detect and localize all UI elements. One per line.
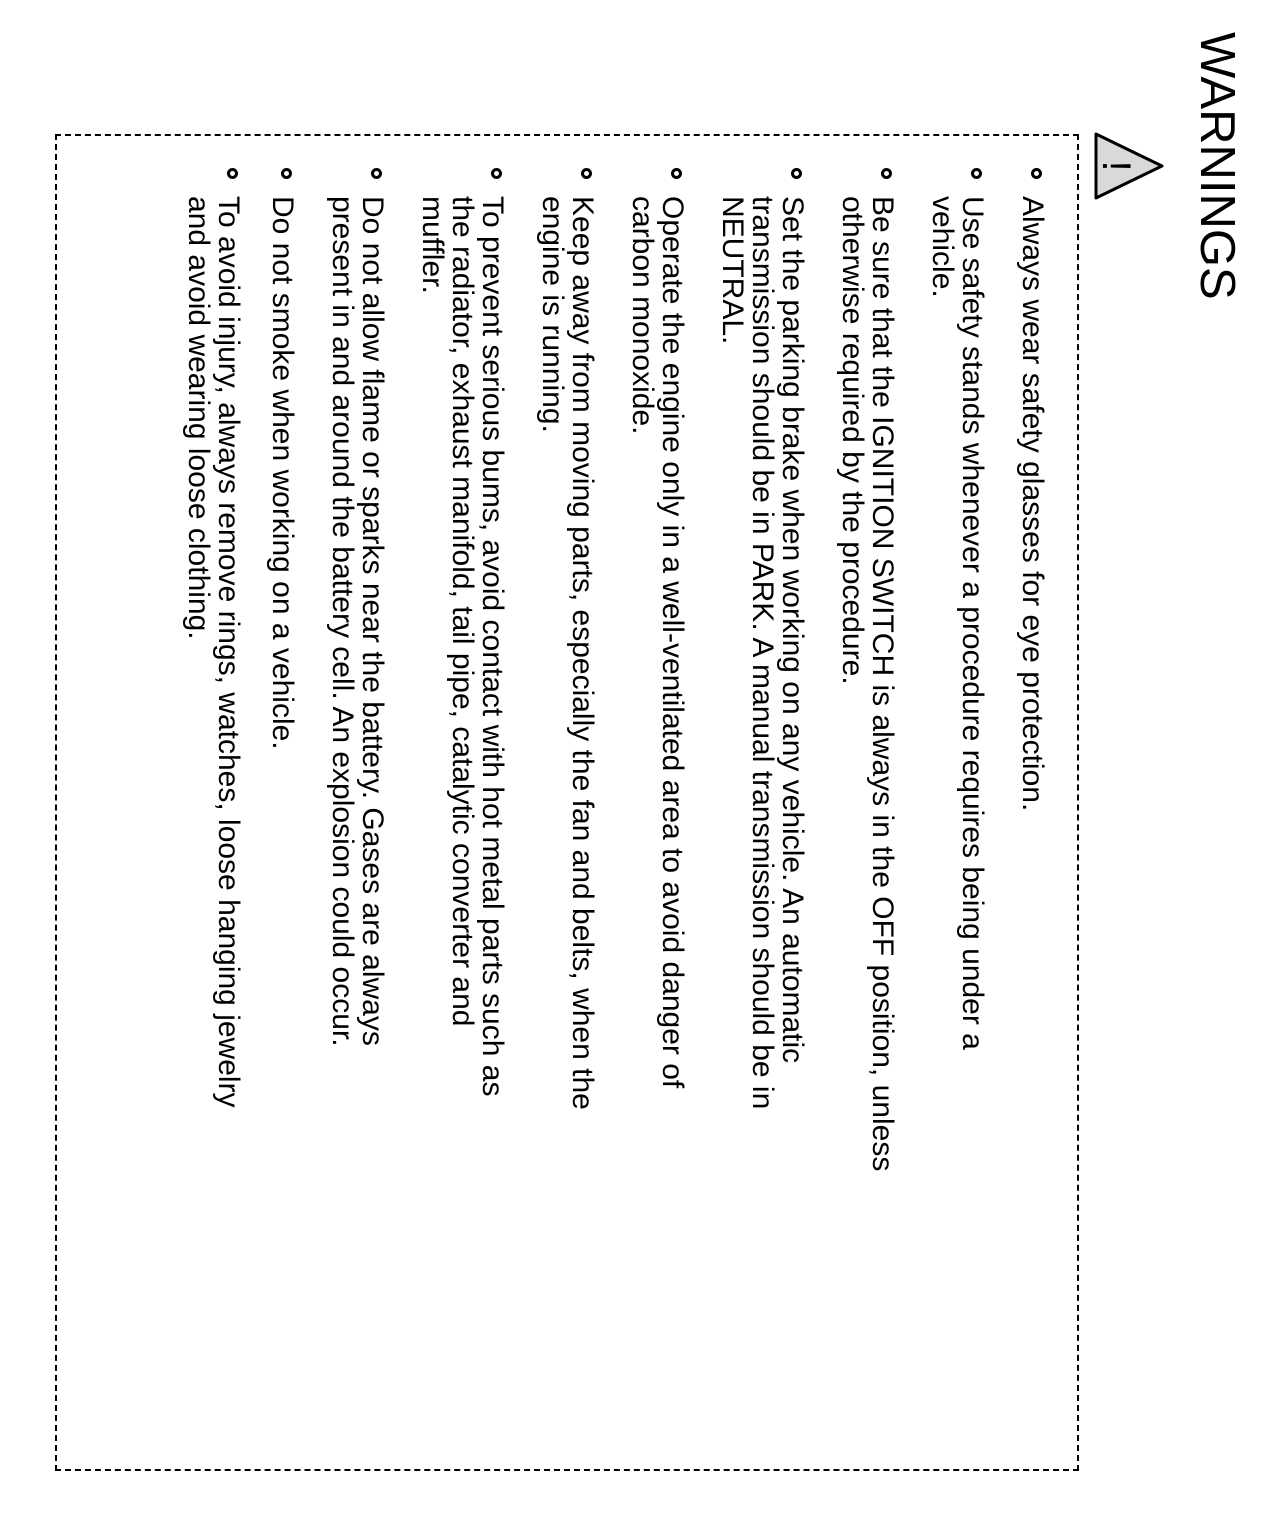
warning-text: Operate the engine only in a well-ventilated area to avoid danger of carbon monoxide.: [626, 196, 689, 1089]
warning-triangle-icon: [1093, 132, 1165, 200]
warning-text: Use safety stands whenever a procedure requires being under a vehicle.: [926, 196, 989, 1050]
list-item: [717, 168, 807, 1458]
warning-symbol: !: [1094, 160, 1138, 172]
warning-text: Keep away from moving parts, especially the fan and belts, when the engine is running.: [536, 196, 599, 1110]
warning-text: To prevent serious bums, avoid contact with hot metal parts such as the radiator, exhaust manifold, tail pipe, catalytic converter and muffler.: [416, 196, 509, 1097]
bullet-icon: [1031, 168, 1042, 179]
bullet-icon: [881, 168, 892, 179]
bullet-icon: [371, 168, 382, 179]
list-item: [627, 168, 687, 1458]
bullet-icon: [491, 168, 502, 179]
list-item: [267, 168, 297, 1458]
warnings-list: [153, 168, 1047, 1458]
list-item: [537, 168, 597, 1458]
bullet-icon: [227, 168, 238, 179]
list-item: [837, 168, 897, 1458]
list-item: [417, 168, 507, 1458]
warning-text: To avoid injury, always remove rings, watches, loose hanging jewelry and avoid wearing loose clothing.: [182, 196, 245, 1108]
bullet-icon: [971, 168, 982, 179]
list-item: [927, 168, 987, 1458]
list-item: [327, 168, 387, 1458]
warning-text: Do not smoke when working on a vehicle.: [266, 196, 299, 750]
warning-text: Be sure that the IGNITION SWITCH is always in the OFF position, unless otherwise required by the procedure.: [836, 196, 899, 1172]
list-item: [1017, 168, 1047, 1458]
warning-text: Set the parking brake when working on any vehicle. An automatic transmission should be in PARK. A manual transmission should be in NEUTRAL.: [716, 196, 809, 1110]
page-title: WARNINGS: [1190, 32, 1244, 300]
warning-text: Do not allow flame or sparks near the battery. Gases are always present in and around the battery cell. An explosion could occur.: [326, 196, 389, 1047]
bullet-icon: [581, 168, 592, 179]
list-item: [183, 168, 243, 1458]
warning-text: Always wear safety glasses for eye protection.: [1016, 196, 1049, 812]
bullet-icon: [281, 168, 292, 179]
bullet-icon: [791, 168, 802, 179]
bullet-icon: [671, 168, 682, 179]
